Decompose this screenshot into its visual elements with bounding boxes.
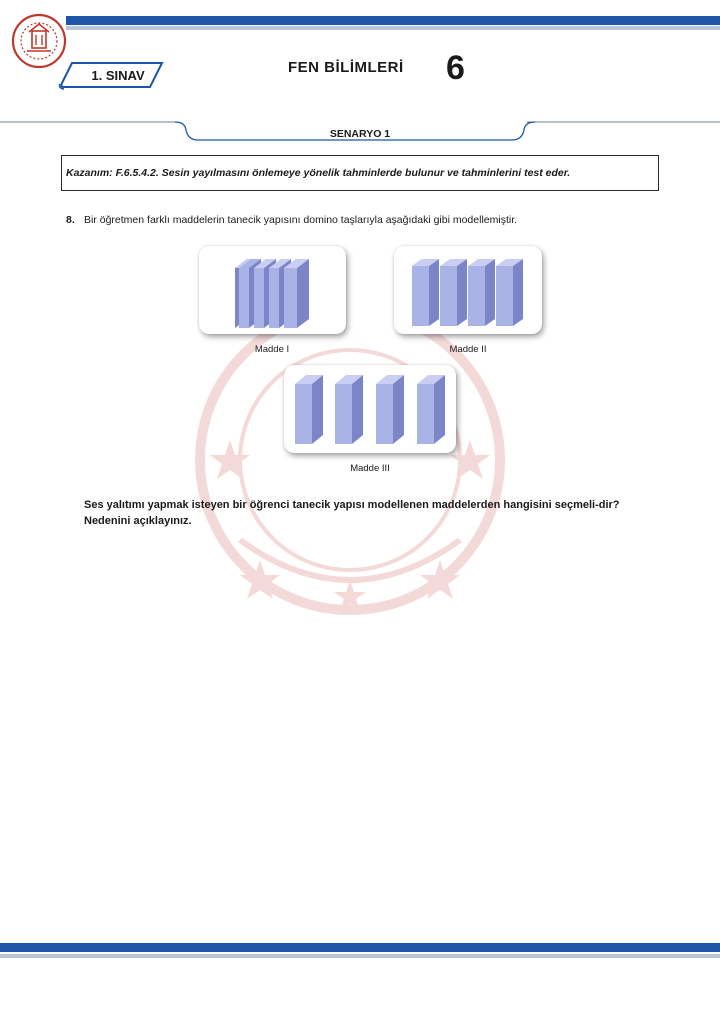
model-label-madde-1: Madde I — [254, 344, 290, 355]
bottom-bar-accent — [0, 954, 720, 958]
domino-model-sparse — [284, 365, 456, 453]
question-intro: Bir öğretmen farklı maddelerin tanecik yapısını domino taşlarıyla aşağıdaki gibi modellemiştir. — [84, 214, 518, 226]
learning-outcome-text: Kazanım: F.6.5.4.2. Sesin yayılmasını önlemeye yönelik tahminlerde bulunur ve tahminlerini test eder. — [66, 167, 571, 179]
top-bar-accent — [66, 26, 720, 30]
domino-model-dense — [199, 246, 346, 334]
bottom-bar — [0, 943, 720, 952]
model-card-madde-1 — [199, 246, 346, 334]
model-label-madde-2: Madde II — [449, 344, 487, 355]
domino-model-medium — [394, 246, 542, 334]
top-bar — [66, 16, 720, 25]
grade-number: 6 — [446, 49, 465, 87]
question-number: 8. — [66, 214, 75, 226]
model-card-madde-3 — [284, 365, 456, 453]
question-prompt: Ses yalıtımı yapmak isteyen bir öğrenci tanecik yapısı modellenen maddelerden hangisini seçmeli-dir? Nedenini açıklayınız. — [84, 499, 620, 527]
model-card-madde-2 — [394, 246, 542, 334]
exam-label: 1. SINAV — [91, 68, 145, 83]
subject-title: FEN BİLİMLERİ — [288, 59, 404, 76]
model-label-madde-3: Madde III — [350, 463, 390, 474]
scenario-title: SENARYO 1 — [329, 128, 391, 140]
